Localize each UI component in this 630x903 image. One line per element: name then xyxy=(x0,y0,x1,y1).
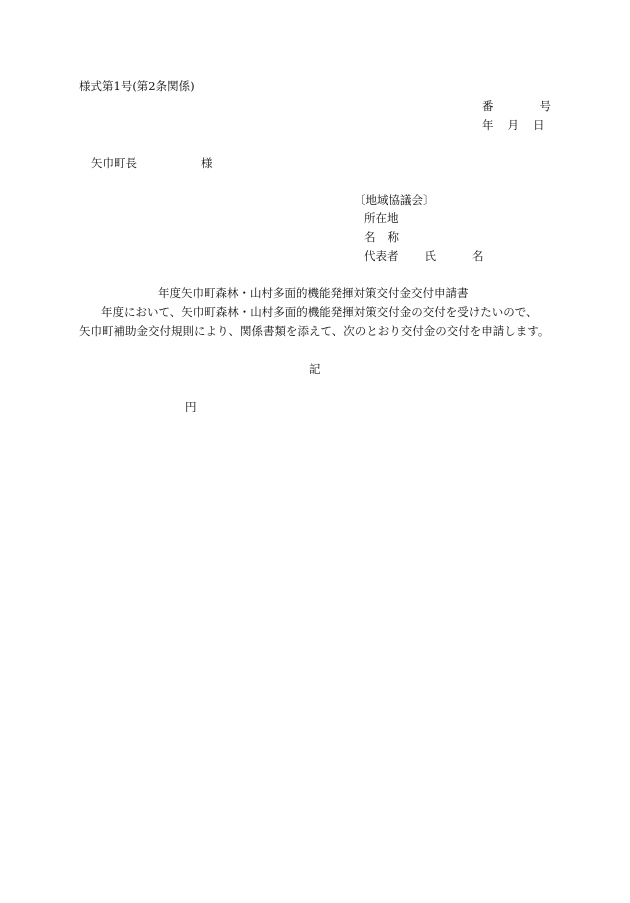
addressee-honorific: 様 xyxy=(201,156,213,170)
name-label-part1: 名 xyxy=(364,230,376,244)
applicant-organization: 〔地域協議会〕 xyxy=(354,193,435,207)
body-text-line-1: 年度において、矢巾町森林・山村多面的機能発揮対策交付金の交付を受けたいので、 xyxy=(101,305,538,319)
addressee xyxy=(91,158,213,170)
representative-label: 代表者 xyxy=(364,249,399,263)
surname-label: 氏 xyxy=(424,249,436,263)
body-text-line-2: 矢巾町補助金交付規則により、関係書類を添えて、次のとおり交付金の交付を申請します。 xyxy=(79,324,550,338)
document-title: 年度矢巾町森林・山村多面的機能発揮対策交付金交付申請書 xyxy=(158,286,469,300)
amount-unit: 円 xyxy=(185,400,197,414)
date-year: 年 xyxy=(482,118,494,132)
document-number xyxy=(482,101,551,113)
form-number: 様式第1号(第2条関係) xyxy=(79,79,195,93)
applicant-name-label xyxy=(364,232,399,244)
addressee-name: 矢巾町長 xyxy=(91,156,137,170)
number-suffix: 号 xyxy=(539,99,551,113)
document-date xyxy=(482,120,545,132)
applicant-representative xyxy=(364,251,484,263)
name-label-part2: 称 xyxy=(387,230,399,244)
number-label: 番 xyxy=(482,99,494,113)
applicant-address-label: 所在地 xyxy=(364,211,399,225)
ki-heading: 記 xyxy=(309,362,321,376)
given-name-label: 名 xyxy=(472,249,484,263)
date-day: 日 xyxy=(533,118,545,132)
date-month: 月 xyxy=(507,118,519,132)
